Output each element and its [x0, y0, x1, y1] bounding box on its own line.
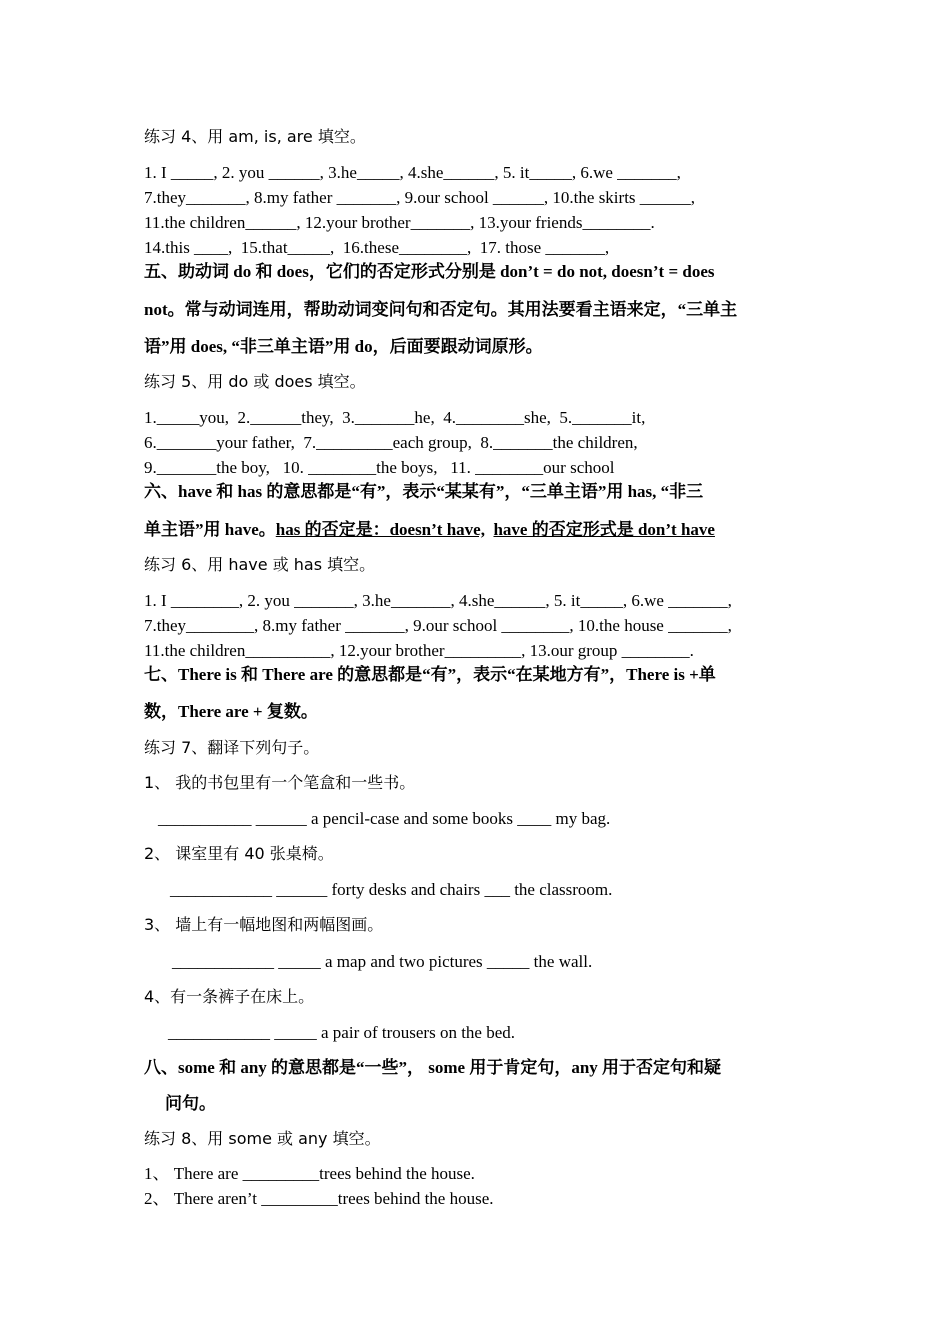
exercise-7-question: 4、有一条裤子在床上。 [144, 987, 315, 1006]
section-5-text: not。常与动词连用，帮助动词变问句和否定句。其用法要看主语来定，“三单主 [144, 300, 738, 319]
section-8-text: 八、some 和 any 的意思都是“一些”， some 用于肯定句，any 用于否定句和疑 [144, 1058, 722, 1077]
section-7-text: 数，There are + 复数。 [144, 702, 318, 721]
exercise-6-line: 1. I ________, 2. you _______, 3.he_______, 4.she______, 5. it_____, 6.we _______, [144, 591, 732, 610]
exercise-5-line: 1._____you, 2.______they, 3._______he, 4.________she, 5._______it, [144, 408, 646, 427]
exercise-7-answer: ____________ ______ forty desks and chairs ___ the classroom. [170, 880, 613, 899]
exercise-8-line: 1、 There are _________trees behind the house. [144, 1164, 475, 1183]
section-6-underlined: have 的否定形式是 don’t have [493, 520, 715, 539]
exercise-6-title: 练习 6、用 have 或 has 填空。 [144, 555, 376, 574]
section-7-text: 七、There is 和 There are 的意思都是“有”，表示“在某地方有”，There is +单 [144, 665, 716, 684]
section-6-text-line2 [144, 519, 715, 541]
section-5-text: 五、助动词 do 和 does，它们的否定形式分别是 don’t = do not, doesn’t = does [144, 262, 715, 281]
section-8-text: 问句。 [165, 1094, 216, 1113]
exercise-7-answer: ____________ _____ a map and two pictures _____ the wall. [172, 952, 593, 971]
exercise-7-answer: ____________ _____ a pair of trousers on the bed. [168, 1023, 516, 1042]
exercise-7-question: 2、 课室里有 40 张桌椅。 [144, 844, 334, 863]
section-6-underlined: has 的否定是：doesn’t have, [275, 520, 485, 539]
section-6-text-part: 单主语”用 have。 [144, 520, 276, 539]
exercise-7-question: 3、 墙上有一幅地图和两幅图画。 [144, 915, 384, 934]
section-6-text: 六、have 和 has 的意思都是“有”，表示“某某有”，“三单主语”用 has, “非三 [144, 482, 704, 501]
exercise-8-title: 练习 8、用 some 或 any 填空。 [144, 1129, 381, 1148]
exercise-6-line: 11.the children__________, 12.your brother_________, 13.our group ________. [144, 641, 694, 660]
exercise-4-line: 14.this ____, 15.that_____, 16.these________, 17. those _______, [144, 238, 610, 257]
exercise-7-question: 1、 我的书包里有一个笔盒和一些书。 [144, 773, 416, 792]
exercise-8-line: 2、 There aren’t _________trees behind the house. [144, 1189, 494, 1208]
exercise-5-title: 练习 5、用 do 或 does 填空。 [144, 372, 366, 391]
exercise-4-line: 7.they_______, 8.my father _______, 9.our school ______, 10.the skirts ______, [144, 188, 696, 207]
exercise-6-line: 7.they________, 8.my father _______, 9.our school ________, 10.the house _______, [144, 616, 732, 635]
exercise-7-title: 练习 7、翻译下列句子。 [144, 738, 320, 757]
exercise-5-line: 6._______your father, 7._________each group, 8._______the children, [144, 433, 638, 452]
exercise-5-line: 9._______the boy, 10. ________the boys, 11. ________our school [144, 458, 615, 477]
exercise-4-line: 11.the children______, 12.your brother_______, 13.your friends________. [144, 213, 655, 232]
section-5-text: 语”用 does, “非三单主语”用 do，后面要跟动词原形。 [144, 337, 543, 356]
exercise-7-answer: ___________ ______ a pencil-case and some books ____ my bag. [158, 809, 611, 828]
exercise-4-title: 练习 4、用 am, is, are 填空。 [144, 127, 366, 146]
exercise-4-line: 1. I _____, 2. you ______, 3.he_____, 4.she______, 5. it_____, 6.we _______, [144, 163, 681, 182]
